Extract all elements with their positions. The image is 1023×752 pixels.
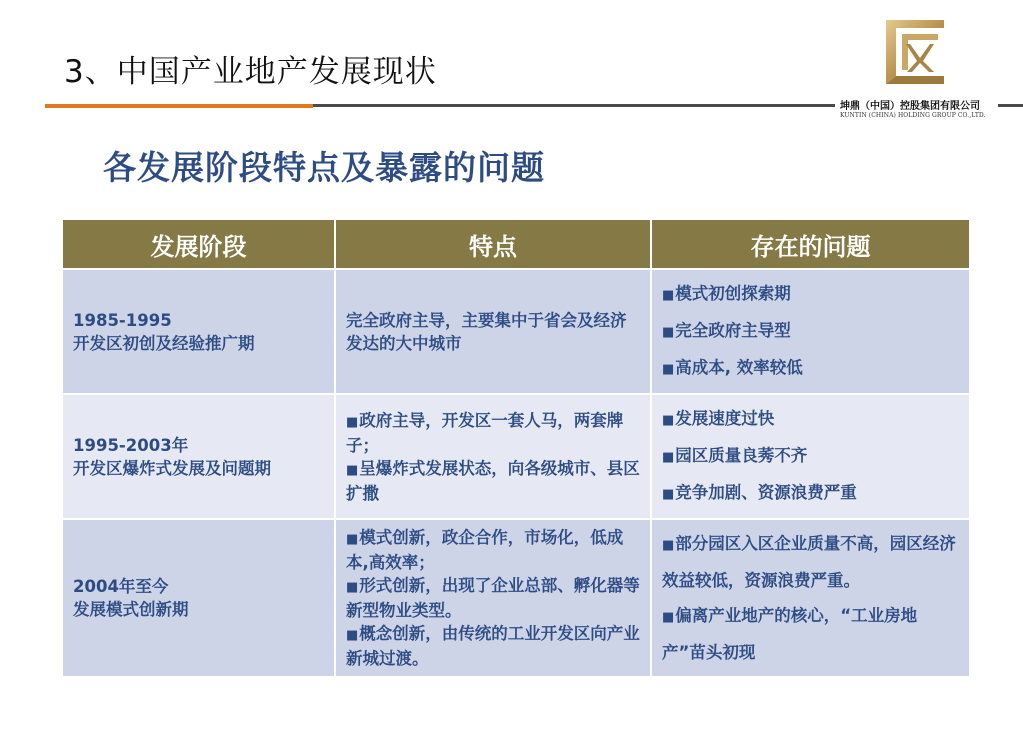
column-header-issues: 存在的问题 bbox=[651, 219, 970, 269]
feature-item: 完全政府主导，主要集中于省会及经济发达的大中城市 bbox=[346, 310, 627, 353]
table-row bbox=[62, 519, 970, 677]
company-name-cn: 坤鼎（中国）控股集团有限公司 bbox=[840, 101, 980, 112]
stage-name: 发展模式创新期 bbox=[73, 600, 189, 619]
issue-item: ■ 部分园区入区企业质量不高，园区经济效益较低，资源浪费严重。 bbox=[662, 526, 959, 598]
stage-name: 开发区初创及经验推广期 bbox=[73, 333, 255, 353]
stage-period: 2004年至今 bbox=[73, 577, 169, 596]
issue-item: ■ 发展速度过快 bbox=[662, 401, 959, 438]
stage-period: 1985-1995 bbox=[73, 310, 172, 330]
header-divider-right bbox=[998, 104, 1023, 107]
column-header-stage: 发展阶段 bbox=[62, 219, 335, 269]
company-name-en: KUNTIN (CHINA) HOLDING GROUP CO.,LTD. bbox=[840, 112, 986, 119]
stage-cell bbox=[62, 269, 335, 394]
feature-item: ■ 形式创新，出现了企业总部、孵化器等新型物业类型。 bbox=[346, 574, 640, 622]
header-accent-bar bbox=[45, 104, 313, 108]
slide-title: 3、中国产业地产发展现状 bbox=[64, 54, 437, 90]
issue-item: ■ 高成本, 效率较低 bbox=[662, 350, 959, 387]
features-cell bbox=[335, 269, 651, 394]
features-cell bbox=[335, 394, 651, 519]
issue-item: ■ 模式初创探索期 bbox=[662, 276, 959, 313]
issues-cell bbox=[651, 269, 970, 394]
issue-item: ■ 园区质量良莠不齐 bbox=[662, 438, 959, 475]
feature-item: ■ 模式创新，政企合作，市场化，低成本,高效率； bbox=[346, 526, 640, 574]
features-cell bbox=[335, 519, 651, 677]
column-header-features: 特点 bbox=[335, 219, 651, 269]
section-heading: 各发展阶段特点及暴露的问题 bbox=[103, 148, 545, 187]
table-row bbox=[62, 394, 970, 519]
feature-item: ■ 概念创新，由传统的工业开发区向产业新城过渡。 bbox=[346, 622, 640, 670]
feature-item: ■ 政府主导，开发区一套人马，两套牌子； bbox=[346, 409, 640, 457]
issue-item: ■ 偏离产业地产的核心，“工业房地产”苗头初现 bbox=[662, 598, 959, 670]
issues-cell bbox=[651, 519, 970, 677]
issue-item: ■ 完全政府主导型 bbox=[662, 313, 959, 350]
issue-item: ■ 竞争加剧、资源浪费严重 bbox=[662, 475, 959, 512]
stage-name: 开发区爆炸式发展及问题期 bbox=[73, 458, 271, 478]
feature-item: ■ 呈爆炸式发展状态，向各级城市、县区扩撒 bbox=[346, 457, 640, 505]
stage-cell bbox=[62, 519, 335, 677]
issues-cell bbox=[651, 394, 970, 519]
development-stages-table bbox=[61, 218, 971, 678]
stage-period: 1995-2003年 bbox=[73, 435, 189, 455]
kuntin-logo-icon bbox=[882, 18, 946, 86]
stage-cell bbox=[62, 394, 335, 519]
table-row bbox=[62, 269, 970, 394]
table-header-row bbox=[62, 219, 970, 269]
